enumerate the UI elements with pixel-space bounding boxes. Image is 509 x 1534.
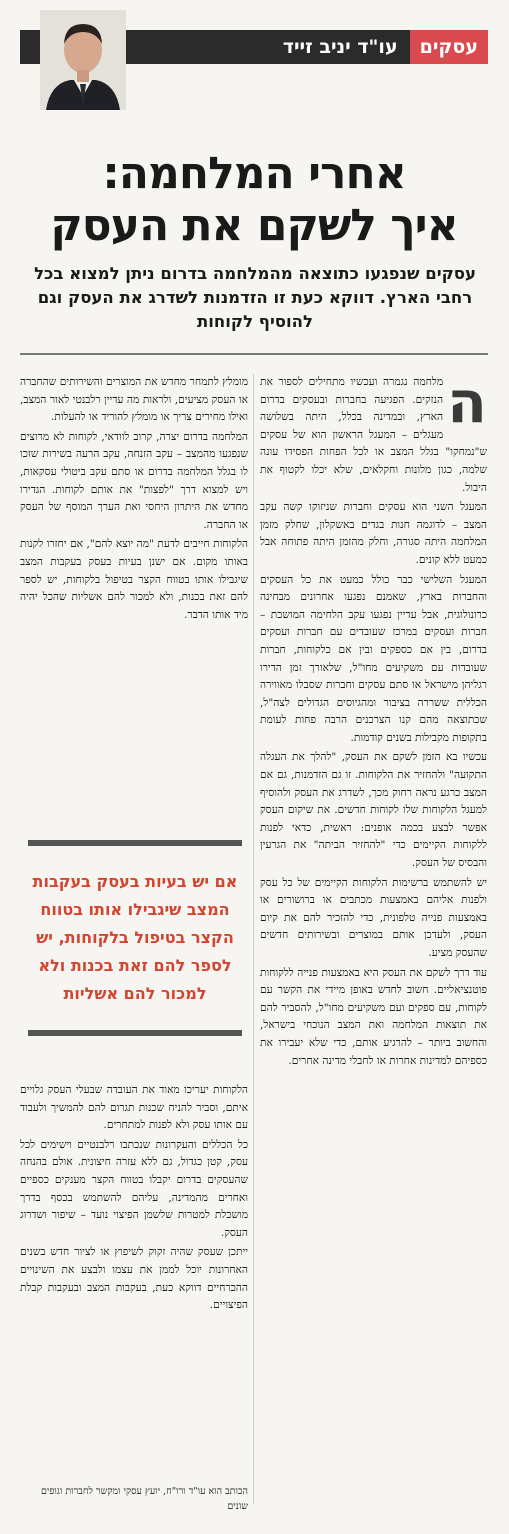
article-column-left-bottom [20, 1082, 248, 1482]
paragraph: מלחמה נגמרה ועכשיו מתחילים לספור את הנזקים. הפגיעה בחברות ובעסקים בדרום הארץ, ובמדינה בכלל, היתה בשלושה מעגלים – המעגל הראשון הוא של עסקים ש"נמחקו" בגלל המצב או לכל הפחות הפסידו עונה שלמה, כגון מלונות וחקלאים, שלא יכלו לקטוף את היבול. [260, 376, 487, 494]
pull-quote-rule-top [28, 840, 242, 846]
title-line-1: אחרי המלחמה: [102, 148, 406, 199]
paragraph: עכשיו בא הזמן לשקם את העסק, "להלך את העגלה התקועה" ולהחזיר את הלקוחות. זו גם הזדמנות, גם אם המצב כרגע נראה רחוק מכך, לשדרג את העסק ולהוסיף למעגל הלקוחות שלו לקוחות חדשים. את שיקום העסק אפשר לבצע בכמה אופנים: ראשית, כדאי לפנות ללקוחות הקיימים כדי "להחזיר הביתה" את הגרעין והבסיס של העסק. [260, 751, 487, 870]
article-title [20, 148, 488, 252]
author-photo [40, 10, 126, 110]
divider-rule [20, 353, 488, 355]
paragraph: המעגל השלישי כבר כולל כמעט את כל העסקים והחברות בארץ, שאמנם נפגעו אחרונים מבחינה כרונולוגית, אבל עדיין נפגעו עקב הלחימה המושכת – חברות ועסקים במרכז שעובדים עם חברות ועסקים בדרום, בין אם כספקים ובין אם כלקוחות, חברות שעובדות עם משקיעים מחו"ל, שלאורך זמן הדירו רגליהן מישראל או סתם עסקים וחברות שסבלו מאווירה הכללית ששררה בציבור ומהגיוסים הגדולים לצה"ל, שכתוצאה מהם קנו הצרכנים הרבה פחות לעומת בתקופות מקבילות בשנים קודמות. [260, 573, 487, 744]
drop-cap: ה [447, 374, 487, 436]
section-tag: עסקים [410, 30, 488, 64]
article-lead: עסקים שנפגעו כתוצאה מהמלחמה בדרום ניתן למצוא בכל רחבי הארץ. דווקא כעת זו הזדמנות לשדרג את העסק וגם להוסיף לקוחות [34, 264, 476, 331]
title-line-2: איך לשקם את העסק [50, 200, 458, 251]
author-byline: עו"ד יניב זייד [20, 30, 410, 64]
paragraph: המלחמה בדרום יצרה, קרוב לוודאי, לקוחות לא מרוצים שנפגעו מהמצב – עקב הזנחה, עקב הרעה בשירות שזכו לו בגלל המלחמה בדרום או סתם עקב ביטולי עסקאות, ויש למצוא דרך "לפצות" את אותם לקוחות. הגדירו מחדש את היתרון היחסי ואת הערך המוסף של העסק או החברה. [20, 430, 248, 531]
paragraph: הלקוחות יעריכו מאוד את העובדה שבעלי העסק גלויים איתם, וסביר להניח שכנות תגרום להם להמשיך ולעבוד עם אותו עסק ולא לפנות למתחרים. [20, 1084, 248, 1132]
article-column-right [260, 374, 487, 1509]
article-column-left-top [20, 374, 248, 814]
paragraph: עוד דרך לשקם את העסק היא באמצעות פנייה ללקוחות פוטנציאליים. חשוב לחדש באופן מיידי את הקשר עם לקוחות, עם ספקים ועם משקיעים מחו"ל, להסביר להם את תוצאות המלחמה ואת המצב הנוכחי בישראל, והחשוב ביותר – להרגיע אותם, כדי שלא יעבירו את כספיהם למדינות אחרות או לחבלי מדינה אחרים. [260, 966, 487, 1067]
pull-quote-rule-bottom [28, 1030, 242, 1036]
paragraph: מומלץ לתמחר מחדש את המוצרים והשירותים שהחברה או העסק מציעים, ולראות מה עדיין רלבנטי לאור המצב, ואילו מחירים צריך או מומלץ להוריד או להעלות. [20, 376, 248, 424]
author-note: הכותב הוא עו"ד ורו"ח, יועץ עסקי ומקשר לחברות וגופים שונים [40, 1486, 248, 1512]
paragraph: כל הכללים והעקרונות שנכתבו רלבנטיים וישימים לכל עסק, קטן כגדול, גם ללא עזרה חיצונית. אולם בהנחה שהעסקים בדרום יקבלו בטווח הקצר מענקים כספיים ואחרים מהמדינה, עליהם להשתמש בכסף בדרך מושכלת למטרות שלשמן הפיצוי נועד – שיפור ושדרוג העסק. [20, 1138, 248, 1239]
paragraph: המעגל השני הוא עסקים וחברות שניזוקו קשה עקב המצב – לדוגמה חנות בגדים באשקלון, שחלק מזמן המלחמה היתה סגורה, וחלק מהזמן היתה פתוחה אבל כמעט ללא קונים. [260, 501, 487, 566]
pull-quote: אם יש בעיות בעסק בעקבות המצב שיגבילו אותו בטווח הקצר בטיפול בלקוחות, יש לספר להם זאת בכנות ולא למכור להם אשליות [32, 872, 238, 1003]
column-divider [253, 374, 254, 1504]
paragraph: יש להשתמש ברשימות הלקוחות הקיימים של כל עסק ולפנות אליהם באמצעות מכתבים או ברושורים או באמצעות פנייה טלפונית, כדי להזכיר להם את קיום העסק, ולעדכן אותם במוצרים ובשירותים חדשים שהעסק מציע. [260, 876, 487, 959]
paragraph: הלקוחות חייבים לדעת "מה יוצא להם", אם יחזרו לקנות באותו מקום. אם ישנן בעיות בעסק בעקבות המצב שיגבילו אותו בטווח הקצר בטיפול בלקוחות, יש לספר להם זאת בכנות, ולא למכור להם אשליות שהכל יהיה מיד אותו הדבר. [20, 538, 248, 621]
paragraph: ייתכן שעסק שהיה זקוק לשיפוץ או לציור חדש בשנים האחרונות יוכל לממן את עצמו ולבצע את השינויים ההכרחיים דווקא כעת, בעקבות המצב ובעקבות קבלת הפיצויים. [20, 1246, 248, 1312]
